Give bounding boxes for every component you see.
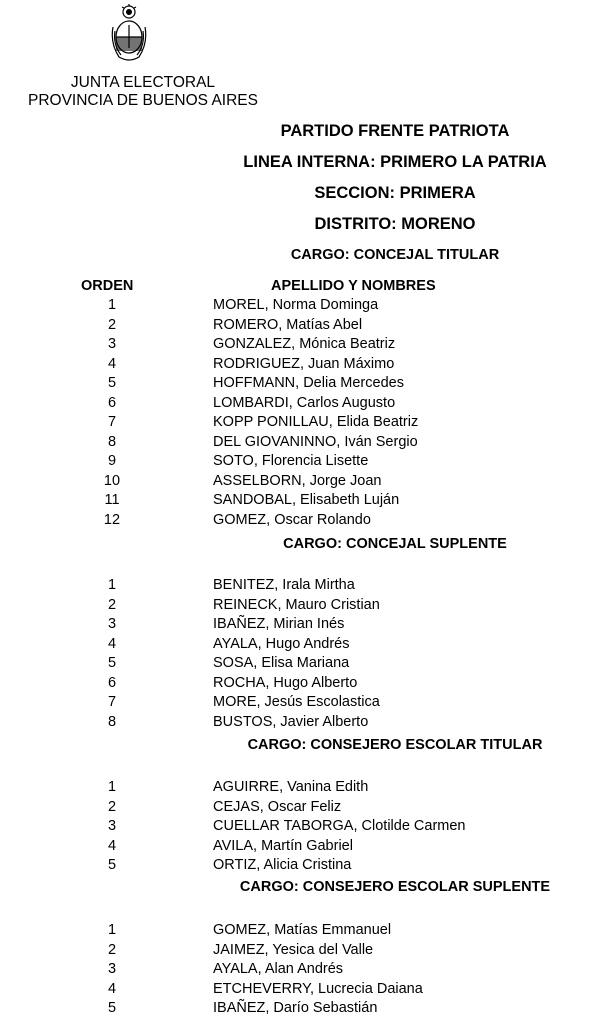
candidate-name: ETCHEVERRY, Lucrecia Daiana: [213, 980, 423, 997]
candidate-name: BENITEZ, Irala Mirtha: [213, 577, 355, 593]
candidate-name: ROMERO, Matías Abel: [213, 316, 363, 333]
cargo-concejal-suplente: CARGO: CONCEJAL SUPLENTE: [283, 536, 507, 552]
list-item: [0, 694, 616, 714]
coat-of-arms-icon: [109, 3, 149, 65]
candidate-name: AGUIRRE, Vanina Edith: [213, 779, 369, 795]
org-line-1: JUNTA ELECTORAL: [70, 74, 216, 91]
list-item: [0, 922, 616, 942]
orden-number: 1: [107, 779, 117, 795]
orden-number: 3: [107, 336, 117, 352]
orden-number: 2: [107, 316, 117, 333]
orden-number: 2: [107, 941, 117, 958]
list-item: [0, 597, 616, 617]
list-item: [0, 1000, 616, 1020]
orden-number: 12: [103, 511, 121, 528]
orden-number: 5: [107, 375, 117, 391]
candidate-name: AYALA, Alan Andrés: [213, 961, 344, 977]
list-item: [0, 473, 616, 493]
candidate-name: IBAÑEZ, Darío Sebastián: [213, 1000, 378, 1016]
orden-number: 2: [107, 596, 117, 613]
candidate-name: ROCHA, Hugo Alberto: [213, 674, 358, 691]
candidate-name: DEL GIOVANINNO, Iván Sergio: [213, 433, 418, 450]
orden-number: 7: [107, 414, 117, 430]
candidate-name: HOFFMANN, Delia Mercedes: [213, 375, 404, 391]
orden-number: 3: [107, 616, 117, 632]
partido-title: PARTIDO FRENTE PATRIOTA: [280, 122, 510, 140]
orden-number: 7: [107, 694, 117, 710]
list-item: [0, 942, 616, 962]
list-item: [0, 779, 616, 799]
list-item: [0, 395, 616, 415]
orden-number: 3: [107, 961, 117, 977]
column-header-orden: ORDEN: [81, 278, 134, 294]
candidate-name: ASSELBORN, Jorge Joan: [213, 472, 382, 489]
orden-number: 1: [107, 297, 117, 313]
list-item: [0, 577, 616, 597]
list-item: [0, 675, 616, 695]
orden-number: 4: [107, 635, 117, 652]
candidate-name: SANDOBAL, Elisabeth Luján: [213, 492, 400, 508]
orden-number: 5: [107, 1000, 117, 1016]
orden-number: 4: [107, 837, 117, 854]
orden-number: 2: [107, 798, 117, 815]
candidate-name: MORE, Jesús Escolastica: [213, 694, 380, 710]
list-item: [0, 453, 616, 473]
orden-number: 11: [104, 492, 120, 508]
distrito-title: DISTRITO: MORENO: [314, 215, 476, 233]
list-item: [0, 981, 616, 1001]
candidate-name: REINECK, Mauro Cristian: [213, 596, 380, 613]
candidate-name: MOREL, Norma Dominga: [213, 297, 379, 313]
orden-number: 4: [107, 355, 117, 372]
candidate-name: GOMEZ, Oscar Rolando: [213, 511, 371, 528]
orden-number: 6: [107, 674, 117, 691]
list-item: [0, 961, 616, 981]
seccion-title: SECCION: PRIMERA: [314, 184, 476, 202]
list-item: [0, 414, 616, 434]
orden-number: 6: [107, 394, 117, 411]
list-item: [0, 838, 616, 858]
orden-number: 8: [107, 433, 117, 450]
candidate-name: GONZALEZ, Mónica Beatriz: [213, 336, 396, 352]
cargo-concejal-titular: CARGO: CONCEJAL TITULAR: [290, 247, 500, 263]
list-item: [0, 297, 616, 317]
organization-header: [18, 74, 268, 110]
orden-number: 5: [107, 857, 117, 873]
list-item: [0, 317, 616, 337]
cargo-consejero-escolar-titular: CARGO: CONSEJERO ESCOLAR TITULAR: [247, 737, 543, 753]
candidate-name: RODRIGUEZ, Juan Máximo: [213, 355, 395, 372]
list-item: [0, 655, 616, 675]
column-header-nombres: APELLIDO Y NOMBRES: [271, 278, 436, 294]
candidate-name: JAIMEZ, Yesica del Valle: [213, 941, 374, 958]
list-item: [0, 857, 616, 877]
candidate-name: AYALA, Hugo Andrés: [213, 635, 350, 652]
orden-number: 8: [107, 713, 117, 730]
orden-number: 1: [107, 577, 117, 593]
list-item: [0, 714, 616, 734]
orden-number: 3: [107, 818, 117, 834]
list-item: [0, 799, 616, 819]
orden-number: 10: [103, 472, 121, 489]
orden-number: 1: [107, 922, 117, 938]
cargo-consejero-escolar-suplente: CARGO: CONSEJERO ESCOLAR SUPLENTE: [239, 879, 551, 895]
candidate-name: KOPP PONILLAU, Elida Beatriz: [213, 414, 419, 430]
orden-number: 5: [107, 655, 117, 671]
orden-number: 4: [107, 980, 117, 997]
candidate-name: CUELLAR TABORGA, Clotilde Carmen: [213, 818, 466, 834]
list-item: [0, 616, 616, 636]
list-item: [0, 434, 616, 454]
list-item: [0, 356, 616, 376]
candidate-name: BUSTOS, Javier Alberto: [213, 713, 369, 730]
list-item: [0, 512, 616, 532]
candidate-name: LOMBARDI, Carlos Augusto: [213, 394, 396, 411]
candidate-name: CEJAS, Oscar Feliz: [213, 798, 342, 815]
candidate-name: ORTIZ, Alicia Cristina: [213, 857, 352, 873]
orden-number: 9: [107, 453, 117, 469]
linea-interna-title: LINEA INTERNA: PRIMERO LA PATRIA: [243, 153, 547, 171]
candidate-name: IBAÑEZ, Mirian Inés: [213, 616, 345, 632]
candidate-name: GOMEZ, Matías Emmanuel: [213, 922, 392, 938]
candidate-name: SOSA, Elisa Mariana: [213, 655, 350, 671]
list-item: [0, 818, 616, 838]
candidate-name: SOTO, Florencia Lisette: [213, 453, 369, 469]
list-item: [0, 492, 616, 512]
candidate-name: AVILA, Martín Gabriel: [213, 837, 353, 854]
list-item: [0, 375, 616, 395]
list-item: [0, 336, 616, 356]
list-item: [0, 636, 616, 656]
org-line-2: PROVINCIA DE BUENOS AIRES: [28, 92, 258, 109]
